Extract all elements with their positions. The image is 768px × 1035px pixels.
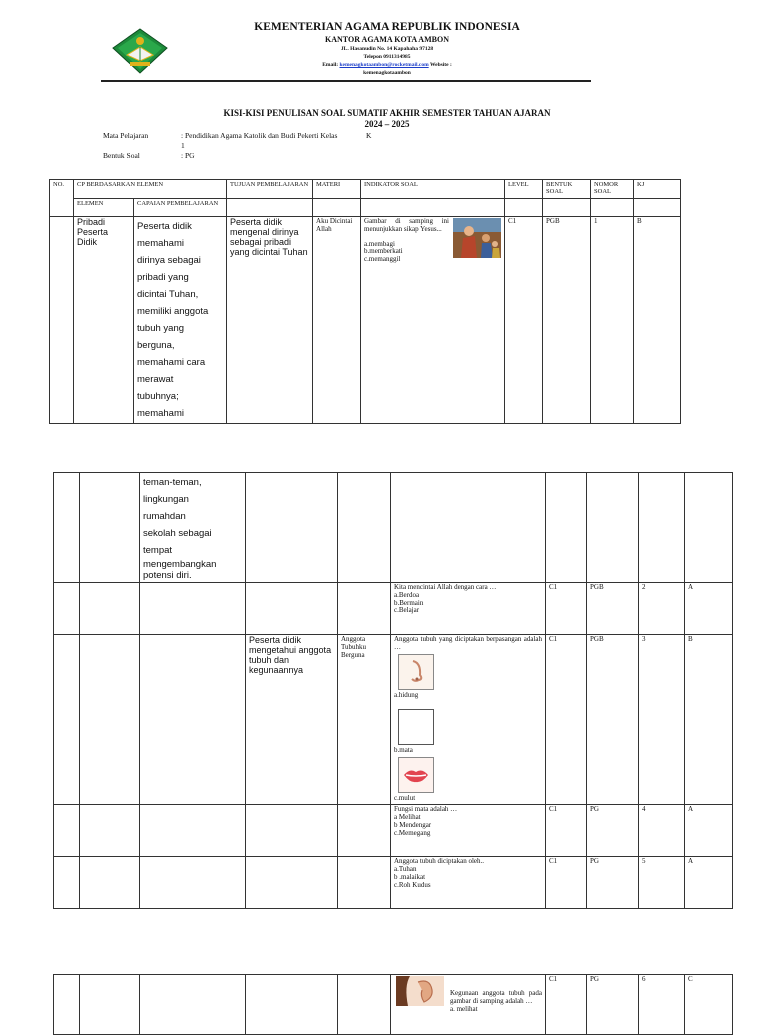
table-row [54,805,733,857]
level-cell: C1 [546,583,587,635]
option-item: a.membagi [364,239,395,248]
capaian-line: lingkungan [143,494,189,505]
indikator-cell [391,975,546,1035]
kisi-kisi-table-page3 [53,974,733,1035]
website-value: kemenagkotaambon [363,70,411,76]
capaian-cell [134,217,227,424]
option-item: c.memanggil [364,255,401,264]
table-row [54,473,733,583]
capaian-line: sekolah sebagai [143,528,212,539]
materi-cell: Aku Dicintai Allah [313,217,361,424]
capaian-line: pribadi yang [137,272,189,283]
eye-picture [398,709,434,745]
jesus-with-children-picture [453,218,501,258]
materi-cell [338,857,391,909]
col-no-header: NO. [50,180,74,217]
question-text: Kita mencintai Allah dengan cara … [394,583,497,591]
col-indikator-header: INDIKATOR SOAL [361,180,505,199]
nomor-cell: 5 [639,857,685,909]
kj-cell: A [685,857,733,909]
bentuk-cell: PGB [543,217,591,424]
kemenag-logo [112,28,168,74]
tujuan-cell: Peserta didik mengenal dirinya sebagai pribadi yang dicintai Tuhan [227,217,313,424]
indikator-cell [391,805,546,857]
level-cell: C1 [505,217,543,424]
mapel-label: Mata Pelajaran [103,131,149,140]
materi-cell [338,805,391,857]
capaian-line: potensi diri. [143,570,192,581]
capaian-line: tubuh yang [137,323,185,334]
question-text: Kegunaan anggota tubuh pada gambar di samping adalah … [450,989,542,1005]
capaian-line: memahami [137,408,184,419]
option-item: b Mendengar [394,820,432,829]
kj-cell: C [685,975,733,1035]
tujuan-cell [246,583,338,635]
option-item: b.Bermain [394,598,424,607]
bentuk-cell: PG [587,805,639,857]
letterhead-divider [101,80,591,82]
col-level-header: LEVEL [505,180,543,199]
capaian-cell [140,473,246,583]
option-item: a. melihat [450,1004,478,1013]
option-item: b .malaikat [394,872,426,881]
nomor-cell: 2 [639,583,685,635]
email-label: Email: [322,62,339,68]
capaian-line: mengembangkan [143,559,217,570]
tujuan-cell: Peserta didik mengetahui anggota tubuh dan kegunaannya [246,635,338,805]
question-text: Gambar di samping ini menunjukkan sikap Yesus... [364,217,450,233]
level-cell: C1 [546,975,587,1035]
question-text: Anggota tubuh yang diciptakan berpasangan adalah … [394,635,542,651]
kelas-value: K [366,131,372,140]
col-kj-header: KJ [634,180,681,199]
capaian-line: dicintai Tuhan, [137,289,199,300]
capaian-line: rumahdan [143,511,186,522]
capaian-line: merawat [137,374,174,385]
kisi-kisi-table-continued [53,472,733,909]
option-item: c.Roh Kudus [394,880,431,889]
kj-cell: A [685,583,733,635]
capaian-line: memiliki anggota [137,306,209,317]
indikator-cell [391,857,546,909]
col-bentuk-header: BENTUK SOAL [543,180,591,199]
bentuk-soal-value: : PG [181,151,195,160]
col-tujuan-header: TUJUAN PEMBELAJARAN [227,180,313,199]
materi-cell [338,583,391,635]
col-elemen-header: ELEMEN [74,199,134,217]
email-link[interactable]: kemenagkotaambon@rocketmail.com [339,62,429,68]
col-nomor-header: NOMOR SOAL [591,180,634,199]
option-item: a.hidung [394,690,419,699]
option-item: a.Berdoa [394,590,420,599]
school-year: 2024 – 2025 [364,119,410,129]
capaian-line: berguna, [137,340,175,351]
nose-picture [398,654,434,690]
capaian-line: dirinya sebagai [137,255,201,266]
capaian-line: memahami [137,238,184,249]
question-text: Anggota tubuh diciptakan oleh.. [394,857,485,866]
indikator-cell [361,217,505,424]
level-cell: C1 [546,805,587,857]
nomor-cell: 1 [591,217,634,424]
capaian-line: teman-teman, [143,477,202,488]
office-contact [180,63,594,69]
lips-picture [398,757,434,793]
col-cp-header: CP BERDASARKAN ELEMEN [74,180,227,199]
option-item: c.mulut [394,794,416,803]
capaian-line: tubuhnya; [137,391,179,402]
nomor-cell: 4 [639,805,685,857]
kj-cell: B [685,635,733,805]
table-row [54,975,733,1035]
capaian-line: Peserta didik [137,221,192,232]
bentuk-cell: PG [587,857,639,909]
office-address: JL. Hasanudin No. 14 Kapahaha 97128 [340,46,434,52]
col-materi-header: MATERI [313,180,361,199]
kisi-kisi-table [49,179,681,424]
indikator-cell [391,635,546,805]
option-item: a Melihat [394,812,421,821]
nomor-cell: 6 [639,975,685,1035]
bentuk-cell: PGB [587,583,639,635]
bentuk-cell: PGB [587,635,639,805]
bentuk-cell: PG [587,975,639,1035]
elemen-cell: Pribadi Peserta Didik [74,217,134,424]
mapel-value: : Pendidikan Agama Katolik dan Budi Pekerti Kelas [181,131,338,140]
question-text: Fungsi mata adalah … [394,805,458,814]
tujuan-cell [246,805,338,857]
option-item: a.Tuhan [394,864,417,873]
option-item: b.memberkati [364,247,403,256]
materi-cell: Anggota Tubuhku Berguna [338,635,391,805]
bentuk-soal-label: Bentuk Soal [103,151,140,160]
col-capaian-header: CAPAIAN PEMBELAJARAN [134,199,227,217]
indikator-cell [391,583,546,635]
table-row [50,217,681,424]
capaian-line: tempat [143,545,173,556]
table-row [54,583,733,635]
option-item: c.Memegang [394,828,431,837]
table-row [54,635,733,805]
kelas-number: 1 [181,141,185,150]
capaian-line: memahami cara [137,357,206,368]
office-phone: Telepon 0911314985 [363,54,411,60]
ear-picture [396,976,444,1006]
kj-cell: B [634,217,681,424]
document-title: KISI-KISI PENULISAN SOAL SUMATIF AKHIR SEMESTER TAHUAN AJARAN [223,108,551,118]
option-item: b.mata [394,746,413,755]
option-item: c.Belajar [394,606,420,615]
table-row [54,857,733,909]
kj-cell: A [685,805,733,857]
website-label: Website : [429,62,452,68]
ministry-name: KEMENTERIAN AGAMA REPUBLIK INDONESIA [254,21,520,33]
level-cell: C1 [546,635,587,805]
office-name: KANTOR AGAMA KOTA AMBON [325,35,449,44]
tujuan-cell [246,857,338,909]
nomor-cell: 3 [639,635,685,805]
level-cell: C1 [546,857,587,909]
